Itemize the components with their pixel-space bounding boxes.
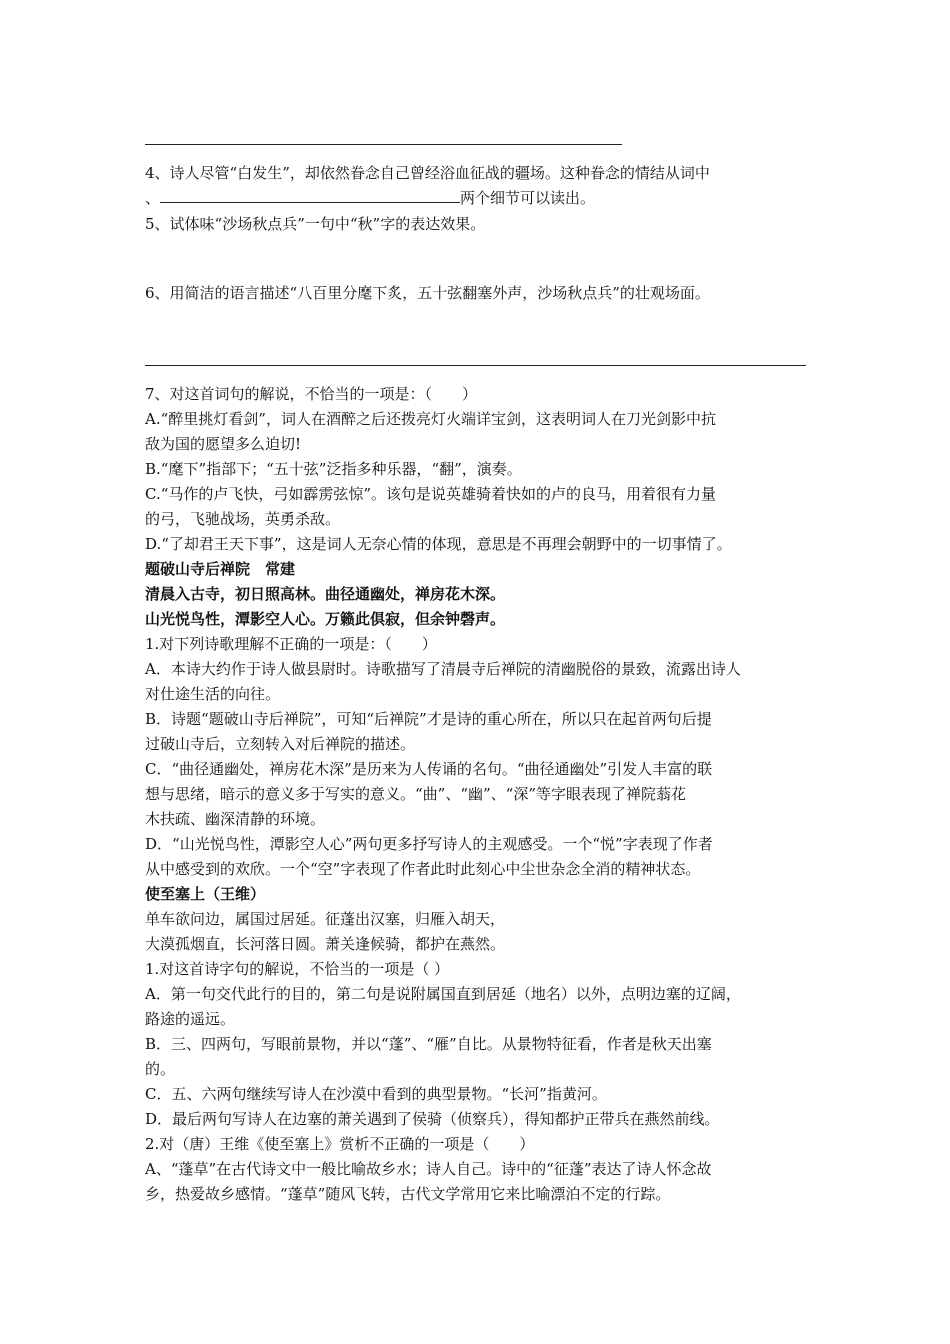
poem1-q1-option-c-line3: 木扶疏、幽深清静的环境。	[145, 810, 326, 828]
poem1-q1-option-d-line1: D．“山光悦鸟性，潭影空人心”两句更多抒写诗人的主观感受。一个“悦”字表现了作者	[145, 835, 713, 853]
poem2-q1-option-a-line2: 路途的遥远。	[145, 1010, 236, 1028]
poem1-q1-stem: 1.对下列诗歌理解不正确的一项是：（ ）	[145, 635, 437, 653]
poem2-q1-option-b-line2: 的。	[145, 1060, 176, 1078]
q7-option-d: D.“了却君王天下事”，这是词人无奈心情的体现，意思是不再理会朝野中的一切事情了。	[145, 535, 732, 553]
q7-option-c-line1: C.“马作的卢飞快，弓如霹雳弦惊”。该句是说英雄骑着快如的卢的良马，用着很有力量	[145, 485, 717, 503]
q7-option-a-line1: A.“醉里挑灯看剑”，词人在酒醉之后还拨亮灯火端详宝剑，这表明词人在刀光剑影中抗	[145, 410, 716, 428]
q6-text: 6、用简洁的语言描述“八百里分麾下炙，五十弦翻塞外声，沙场秋点兵”的壮观场面。	[145, 284, 710, 302]
poem1-line1: 清晨入古寺，初日照高林。曲径通幽处，禅房花木深。	[145, 585, 506, 603]
q4-line2-prefix: 、	[145, 189, 161, 207]
poem2-q2-option-a-line2: 乡，热爱故乡感情。“蓬草”随风飞转，古代文学常用它来比喻漂泊不定的行踪。	[145, 1185, 671, 1203]
poem2-q1-option-c: C．五、六两句继续写诗人在沙漠中看到的典型景物。“长河”指黄河。	[145, 1085, 607, 1103]
q4-line2	[145, 186, 810, 211]
q5-text: 5、试体味“沙场秋点兵”一句中“秋”字的表达效果。	[145, 215, 486, 233]
q7-option-c-line2: 的弓，飞驰战场，英勇杀敌。	[145, 510, 341, 528]
q7-stem: 7、对这首词句的解说，不恰当的一项是：（ ）	[145, 385, 478, 403]
poem2-q1-option-b-line1: B．三、四两句，写眼前景物，并以“蓬”、“雁”自比。从景物特征看，作者是秋天出塞	[145, 1035, 712, 1053]
poem2-q1-option-d: D．最后两句写诗人在边塞的萧关遇到了侯骑（侦察兵），得知都护正带兵在燕然前线。	[145, 1110, 720, 1128]
poem1-line2: 山光悦鸟性，潭影空人心。万籁此俱寂，但余钟磬声。	[145, 610, 506, 628]
q4-line2-suffix: 两个细节可以读出。	[460, 189, 596, 207]
poem2-line2: 大漠孤烟直，长河落日圆。萧关逢候骑，都护在燕然。	[145, 935, 506, 953]
answer-line-bottom	[145, 365, 806, 366]
q7-option-b: B.“麾下”指部下；“五十弦”泛指多种乐器，“翻”，演奏。	[145, 460, 522, 478]
poem1-q1-option-c-line2: 想与思绪，暗示的意义多于写实的意义。“曲”、“幽”、“深”等字眼表现了禅院蓊花	[145, 785, 687, 803]
q7-option-a-line2: 敌为国的愿望多么迫切!	[145, 435, 302, 453]
poem2-q1-option-a-line1: A．第一句交代此行的目的，第二句是说附属国直到居延（地名）以外，点明边塞的辽阔，	[145, 985, 741, 1003]
poem1-q1-option-c-line1: C．“曲径通幽处，禅房花木深”是历来为人传诵的名句。“曲径通幽处”引发人丰富的联	[145, 760, 713, 778]
poem1-q1-option-a-line2: 对仕途生活的向往。	[145, 685, 281, 703]
q4-answer-blank	[160, 188, 460, 203]
poem2-line1: 单车欲问边，属国过居延。征蓬出汉塞，归雁入胡天，	[145, 910, 506, 928]
q4-line1: 4、诗人尽管“白发生”，却依然眷念自己曾经浴血征战的疆场。这种眷念的情结从词中	[145, 164, 710, 182]
poem1-q1-option-d-line2: 从中感受到的欢欣。一个“空”字表现了作者此时此刻心中尘世杂念全消的精神状态。	[145, 860, 701, 878]
poem1-q1-option-a-line1: A．本诗大约作于诗人做县尉时。诗歌描写了清晨寺后禅院的清幽脱俗的景致，流露出诗人	[145, 660, 741, 678]
poem2-q2-option-a-line1: A、“蓬草”在古代诗文中一般比喻故乡水；诗人自己。诗中的“征蓬”表达了诗人怀念故	[145, 1160, 712, 1178]
poem1-q1-option-b-line1: B．诗题“题破山寺后禅院”，可知“后禅院”才是诗的重心所在，所以只在起首两句后提	[145, 710, 712, 728]
poem2-q2-stem: 2.对（唐）王维《使至塞上》赏析不正确的一项是（ ）	[145, 1135, 535, 1153]
poem2-title: 使至塞上（王维）	[145, 885, 266, 903]
poem1-title: 题破山寺后禅院 常建	[145, 560, 296, 578]
answer-line-top	[145, 144, 622, 145]
poem1-q1-option-b-line2: 过破山寺后，立刻转入对后禅院的描述。	[145, 735, 416, 753]
poem2-q1-stem: 1.对这首诗字句的解说，不恰当的一项是（ ）	[145, 960, 450, 978]
